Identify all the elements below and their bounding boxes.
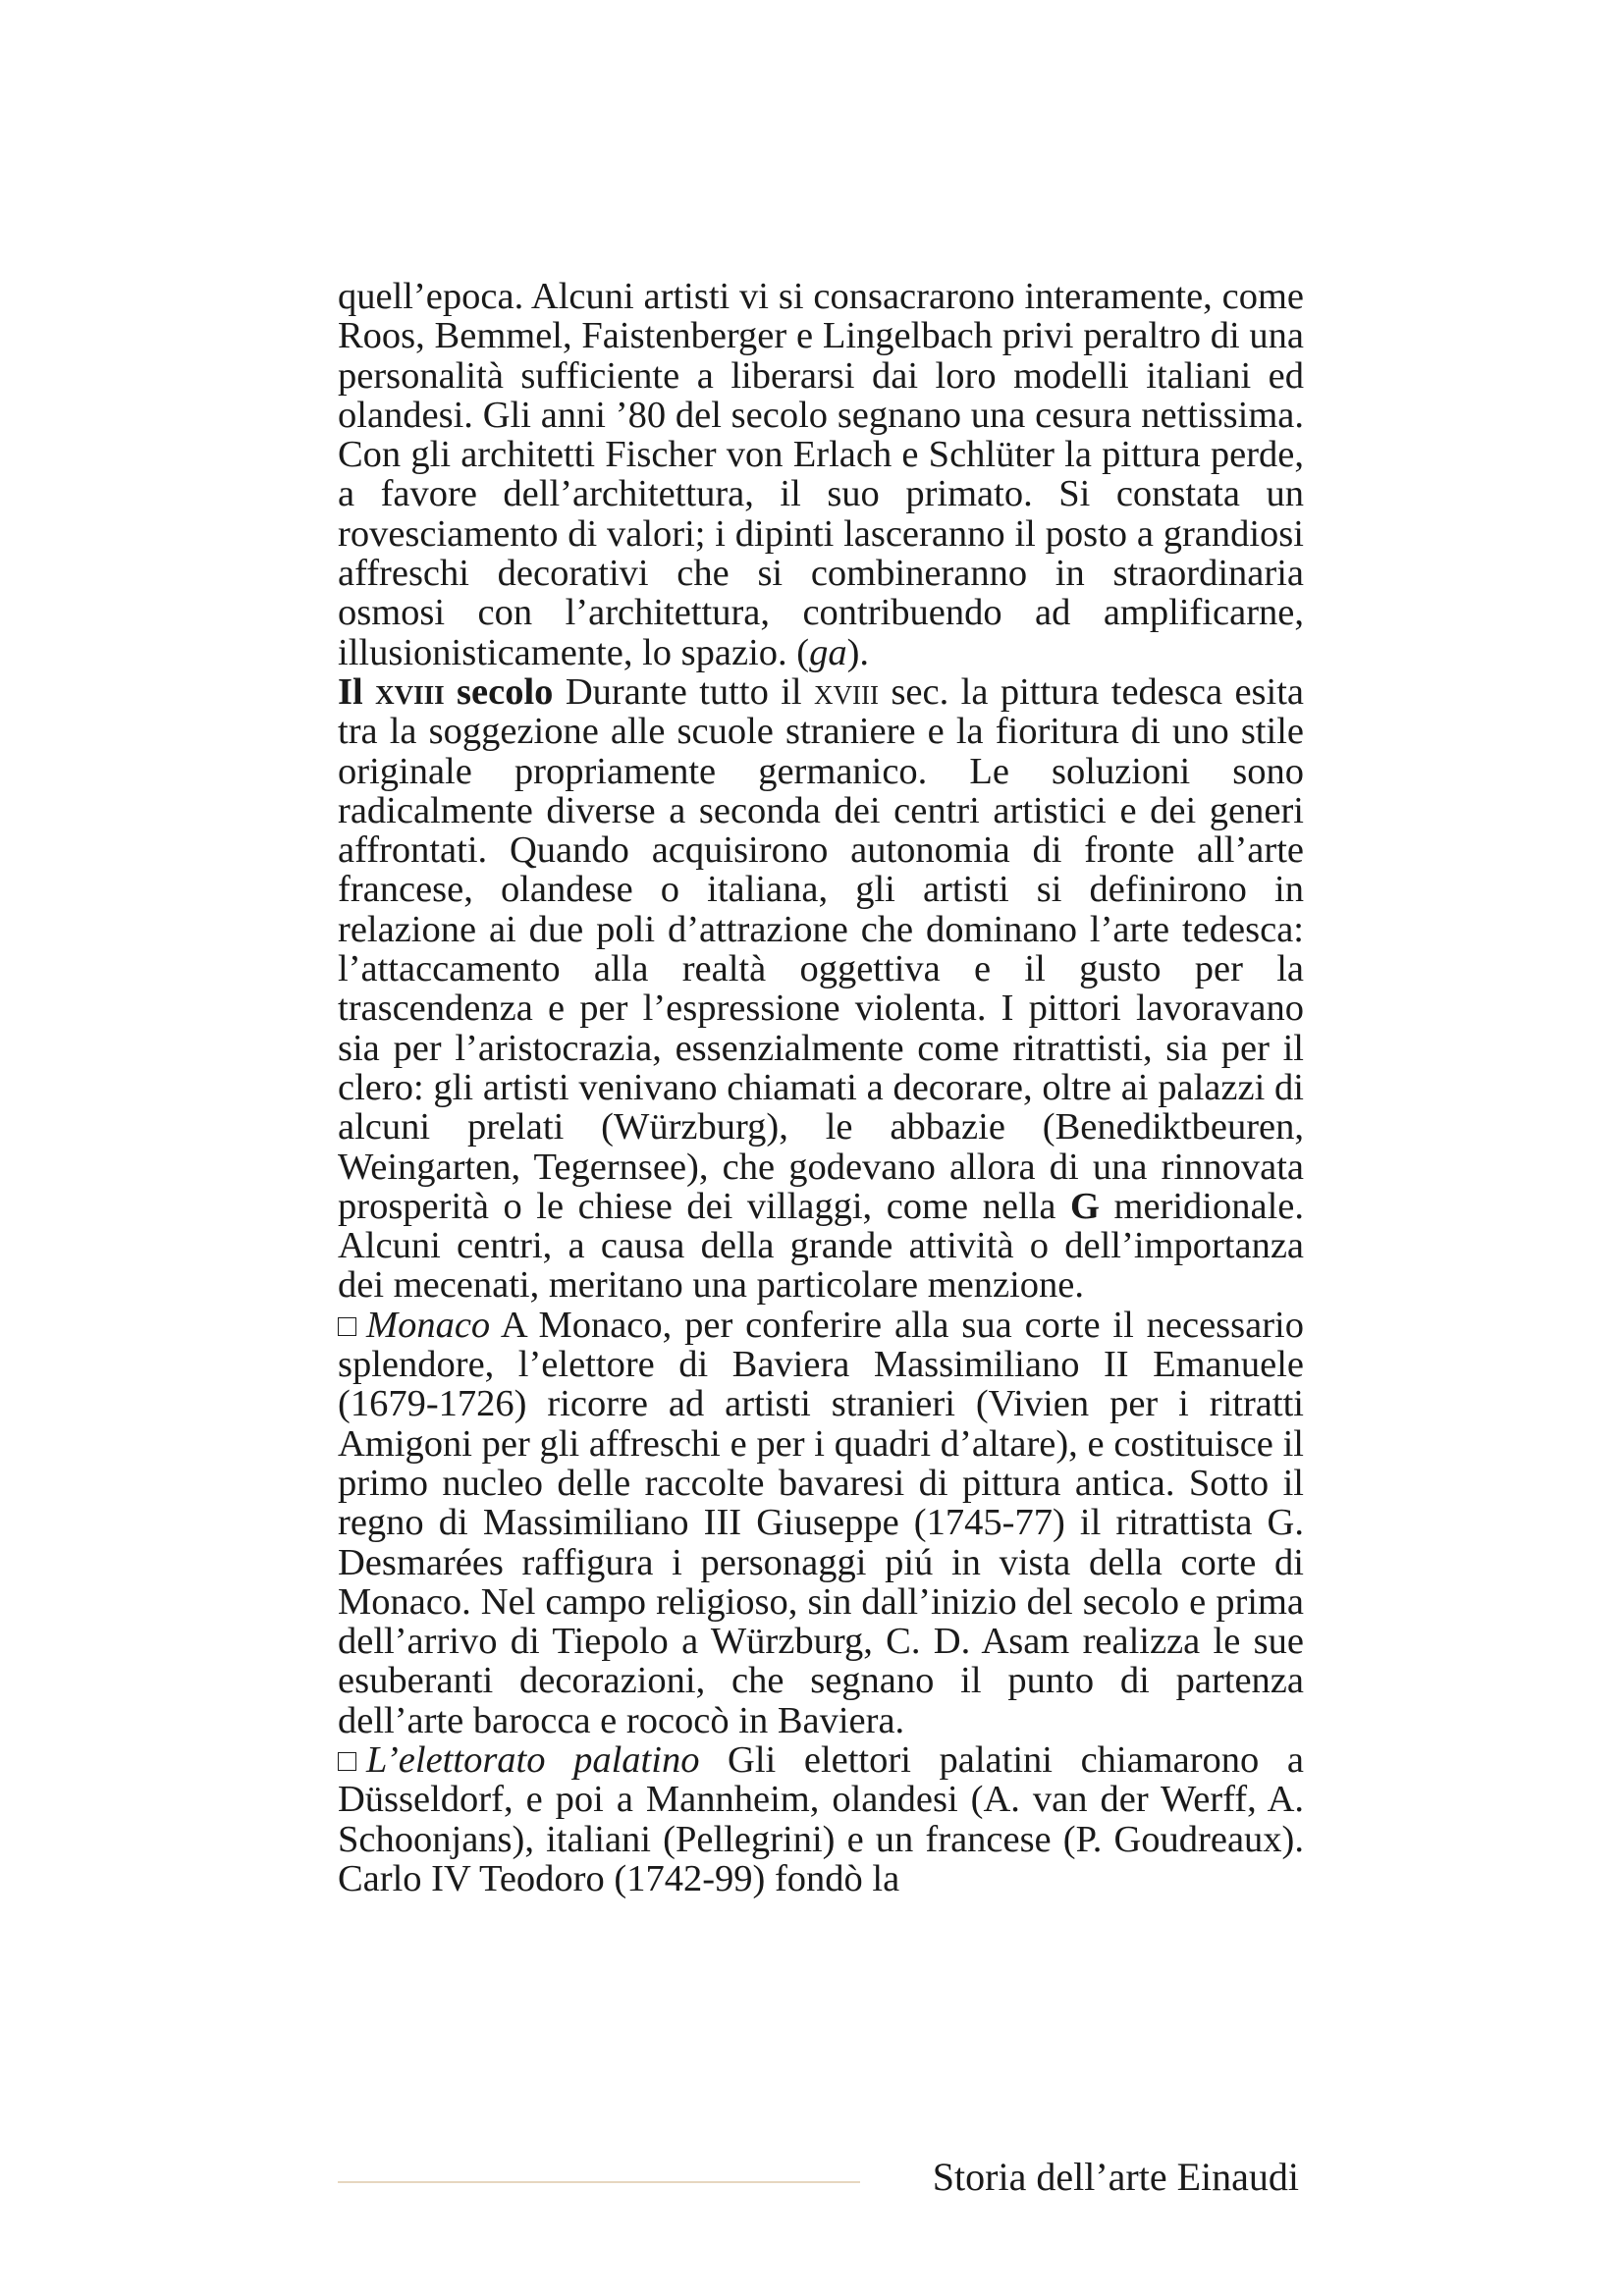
square-bullet-icon xyxy=(338,1752,356,1771)
paragraph-intro-end: ). xyxy=(846,631,870,673)
section-heading: Il xviii secolo xyxy=(338,670,554,713)
section-xviii-secolo: Il xviii secolo Durante tutto il xviii sec. la pittura tedesca esita tra la soggezione alle scuole straniere e la fioritura di uno stile originale propriamente germanico. Le soluzioni sono radicalmente diverse a seconda dei centri artistici e dei generi affrontati. Quando acquisirono autonomia di fronte all’arte francese, olandese o italiana, gli artisti si definirono in relazione ai due poli d’attrazione che dominano l’arte tedesca: l’attaccamento alla realtà oggettiva e il gusto per la trascendenza e per l’espressione violenta. I pittori lavoravano sia per l’aristocrazia, essenzialmente come ritrattisti, sia per il clero: gli artisti venivano chiamati a decorare, oltre ai palazzi di alcuni prelati (Würzburg), le abbazie (Benediktbeuren, Weingarten, Tegernsee), che godevano allora di una rinnovata prosperità o le chiese dei villaggi, come nella G meridionale. Alcuni centri, a causa della grande attività o dell’importanza dei mecenati, meritano una particolare menzione. xyxy=(338,670,1304,1307)
subsection-heading: L’elettorato palatino xyxy=(366,1738,700,1781)
subsection-elettorato-palatino xyxy=(338,1740,1304,1898)
subsection-heading: Monaco xyxy=(366,1304,491,1346)
paragraph-intro xyxy=(338,277,1304,672)
square-bullet-icon xyxy=(338,1317,356,1336)
page-body xyxy=(338,277,1304,1898)
paragraph-intro-text: quell’epoca. Alcuni artisti vi si consacrarono interamente, come Roos, Bemmel, Faistenberger e Lingelbach privi peraltro di una personalità sufficiente a liberarsi dai loro modelli italiani ed olandesi. Gli anni ’80 del secolo segnano una cesura nettissima. Con gli architetti Fischer von Erlach e Schlüter la pittura perde, a favore dell’architettura, il suo primato. Si constata un rovesciamento di valori; i dipinti lasceranno il posto a grandiosi affreschi decorativi che si combineranno in straordinaria osmosi con l’architettura, contribuendo ad amplificarne, illusionisticamente, lo spazio. ( xyxy=(338,276,1304,673)
cross-reference: G xyxy=(1070,1185,1100,1227)
section-text: Durante tutto il xyxy=(553,670,815,713)
footer-rule xyxy=(338,2181,860,2183)
subsection-monaco xyxy=(338,1306,1304,1740)
author-initials: ga xyxy=(809,631,847,673)
subsection-text: A Monaco, per conferire alla sua corte il necessario splendore, l’elettore di Baviera Massimiliano II Emanuele (1679-1726) ricorre ad artisti stranieri (Vivien per i ritratti Amigoni per gli affreschi e per i quadri d’altare), e costituisce il primo nucleo delle raccolte bavaresi di pittura antica. Sotto il regno di Massimiliano III Giuseppe (1745-77) il ritrattista G. Desmarées raffigura i personaggi piú in vista della corte di Monaco. Nel campo religioso, sin dall’inizio del secolo e prima dell’arrivo di Tiepolo a Würzburg, C. D. Asam realizza le sue esuberanti decorazioni, che segnano il punto di partenza dell’arte barocca e rococò in Baviera. xyxy=(338,1304,1304,1741)
subsection-text: Gli elettori palatini chiamarono a Düsseldorf, e poi a Mannheim, olandesi (A. van der Werff, A. Schoonjans), italiani (Pellegrini) e un francese (P. Goudreaux). Carlo IV Teodoro (1742-99) fondò la xyxy=(338,1738,1304,1899)
footer-title: Storia dell’arte Einaudi xyxy=(932,2155,1299,2199)
